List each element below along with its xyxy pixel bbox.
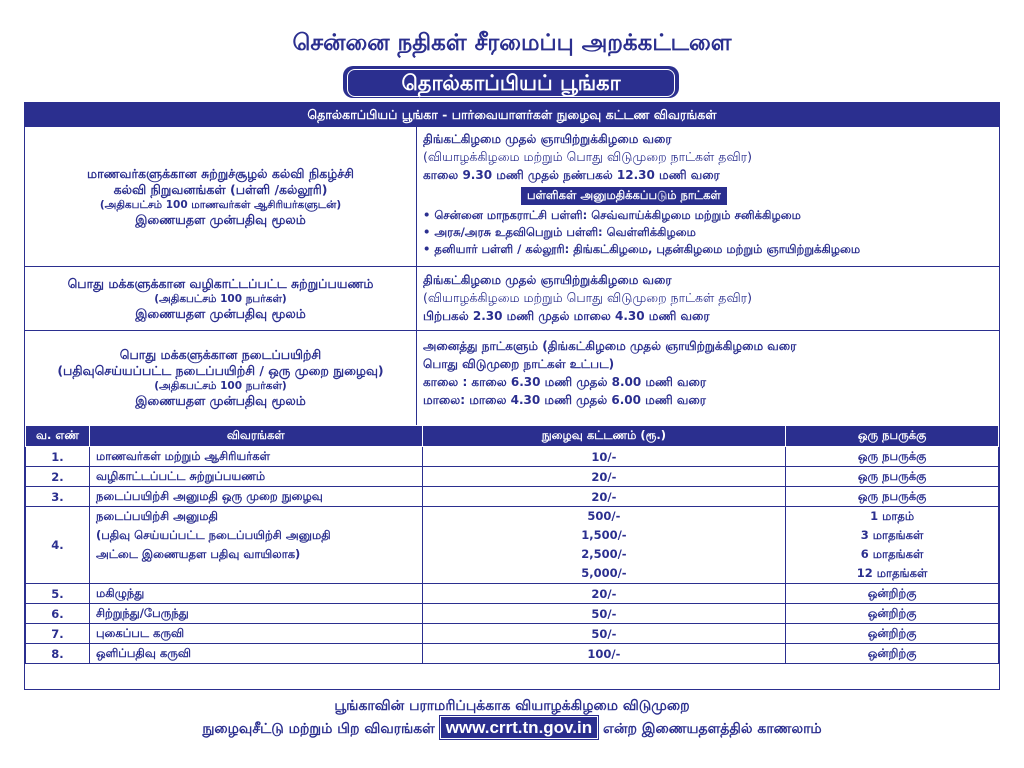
program-schedule [423,271,995,325]
row-description: நடைப்பயிற்சி அனுமதி ஒரு முறை நுழைவு [89,487,422,507]
schedule-evening: மாலை: மாலை 4.30 மணி முதல் 6.00 மணி வரை [423,393,706,407]
table-row [26,624,999,644]
row-description: நடைப்பயிற்சி அனுமதி (பதிவு செய்யப்பட்ட நடைப்பயிற்சி அனுமதி அட்டை இணையதள பதிவு வாயிலாக) [89,507,422,584]
table-row [26,487,999,507]
list-item: • தனியார் பள்ளி / கல்லூரி: திங்கட்கிழமை, புதன்கிழமை மற்றும் ஞாயிற்றுக்கிழமை [423,242,861,256]
table-row [26,447,999,467]
program-row-guided-tour [25,267,999,331]
program-schedule [423,337,995,409]
website-link[interactable]: www.crrt.tn.gov.in [440,716,598,739]
program-capacity: (அதிகபட்சம் 100 நபர்கள்) [154,380,287,392]
row-number: 7. [26,624,90,644]
column-header: விவரங்கள் [89,426,422,447]
program-description [25,267,417,330]
row-fee: 10/- [422,447,786,467]
row-fee: 20/- [422,467,786,487]
schedule-days: அனைத்து நாட்களும் (திங்கட்கிழமை முதல் ஞாயிற்றுக்கிழமை வரை [423,339,797,353]
fee-details-header: தொல்காப்பியப் பூங்கா - பார்வையாளர்கள் நுழைவு கட்டண விவரங்கள் [25,103,999,127]
row-fee: 100/- [422,644,786,664]
row-unit: ஒன்றிற்கு [786,584,999,604]
row-fee: 50/- [422,604,786,624]
program-row-walking [25,331,999,425]
program-capacity: (அதிகபட்சம் 100 மாணவர்கள் ஆசிரியர்களுடன்) [99,198,342,211]
booking-note: இணையதள முன்பதிவு மூலம் [135,305,306,321]
row-number: 5. [26,584,90,604]
row-description: வழிகாட்டப்பட்ட சுற்றுப்பயணம் [89,467,422,487]
school-days-subheading: பள்ளிகள் அனுமதிக்கப்படும் நாட்கள் [521,187,727,205]
table-row [26,584,999,604]
page-title: சென்னை நதிகள் சீரமைப்பு அறக்கட்டளை [292,30,732,56]
table-row [26,467,999,487]
row-number: 2. [26,467,90,487]
schedule-exceptions: (வியாழக்கிழமை மற்றும் பொது விடுமுறை நாட்கள் தவிர) [423,290,752,305]
row-description: மாணவர்கள் மற்றும் ஆசிரியர்கள் [89,447,422,467]
row-fee: 500/- 1,500/- 2,500/- 5,000/- [422,507,786,584]
program-subtitle: (பதிவுசெய்யப்பட்ட நடைப்பயிற்சி / ஒரு முறை நுழைவு) [57,363,384,378]
column-header: ஒரு நபருக்கு [786,426,999,447]
program-description [25,127,417,266]
row-number: 8. [26,644,90,664]
program-title: பொது மக்களுக்கான நடைப்பயிற்சி [119,347,322,362]
row-description: ஒளிப்பதிவு கருவி [89,644,422,664]
row-unit: ஒன்றிற்கு [786,604,999,624]
row-unit: 1 மாதம் 3 மாதங்கள் 6 மாதங்கள் 12 மாதங்கள் [786,507,999,584]
row-description: மகிழுந்து [89,584,422,604]
row-number: 1. [26,447,90,467]
row-unit: ஒன்றிற்கு [786,624,999,644]
row-unit: ஒரு நபருக்கு [786,447,999,467]
list-item: • அரசு/அரசு உதவிபெறும் பள்ளி: வெள்ளிக்கிழமை [423,225,696,239]
column-header: வ. எண் [26,426,90,447]
table-header-row [26,426,999,447]
row-unit: ஒரு நபருக்கு [786,487,999,507]
row-number: 6. [26,604,90,624]
program-schedule [423,130,995,258]
row-description: புகைப்பட கருவி [89,624,422,644]
fee-table [25,425,999,664]
schedule-holidays: பொது விடுமுறை நாட்கள் உட்பட) [423,357,615,371]
program-row-students [25,127,999,267]
holiday-note: பூங்காவின் பராமரிப்புக்காக வியாழக்கிழமை விடுமுறை [334,698,690,714]
table-row [26,604,999,624]
program-description [25,331,417,425]
program-capacity: (அதிகபட்சம் 100 நபர்கள்) [154,292,287,305]
schedule-days: திங்கட்கிழமை முதல் ஞாயிற்றுக்கிழமை வரை [423,132,672,146]
booking-note: இணையதள முன்பதிவு மூலம் [135,211,306,227]
table-row [26,644,999,664]
park-name-badge [343,66,679,98]
table-row [26,507,999,584]
list-item: • சென்னை மாநகராட்சி பள்ளி: செவ்வாய்க்கிழமை மற்றும் சனிக்கிழமை [423,208,801,222]
column-header: நுழைவு கட்டணம் (ரூ.) [422,426,786,447]
program-subtitle: கல்வி நிறுவனங்கள் (பள்ளி /கல்லூரி) [113,181,328,197]
schedule-exceptions: (வியாழக்கிழமை மற்றும் பொது விடுமுறை நாட்கள் தவிர) [423,149,752,164]
row-unit: ஒரு நபருக்கு [786,467,999,487]
program-title: பொது மக்களுக்கான வழிகாட்டப்பட்ட சுற்றுப்பயணம் [67,275,374,291]
website-note [0,718,1024,739]
booking-note: இணையதள முன்பதிவு மூலம் [135,393,306,408]
schedule-morning: காலை : காலை 6.30 மணி முதல் 8.00 மணி வரை [423,375,707,389]
row-unit: ஒன்றிற்கு [786,644,999,664]
schedule-time: பிற்பகல் 2.30 மணி முதல் மாலை 4.30 மணி வரை [423,309,710,323]
website-note-prefix: நுழைவுசீட்டு மற்றும் பிற விவரங்கள் [202,721,435,737]
program-title: மாணவர்களுக்கான சுற்றுச்சூழல் கல்வி நிகழ்ச்சி [87,165,354,181]
park-name: தொல்காப்பியப் பூங்கா [347,69,675,97]
row-description: சிற்றுந்து/பேருந்து [89,604,422,624]
row-fee: 50/- [422,624,786,644]
website-note-suffix: என்ற இணையதளத்தில் காணலாம் [602,721,822,737]
row-fee: 20/- [422,487,786,507]
row-fee: 20/- [422,584,786,604]
row-number: 4. [26,507,90,584]
schedule-time: காலை 9.30 மணி முதல் நண்பகல் 12.30 மணி வரை [423,168,720,182]
schedule-days: திங்கட்கிழமை முதல் ஞாயிற்றுக்கிழமை வரை [423,273,672,287]
row-number: 3. [26,487,90,507]
